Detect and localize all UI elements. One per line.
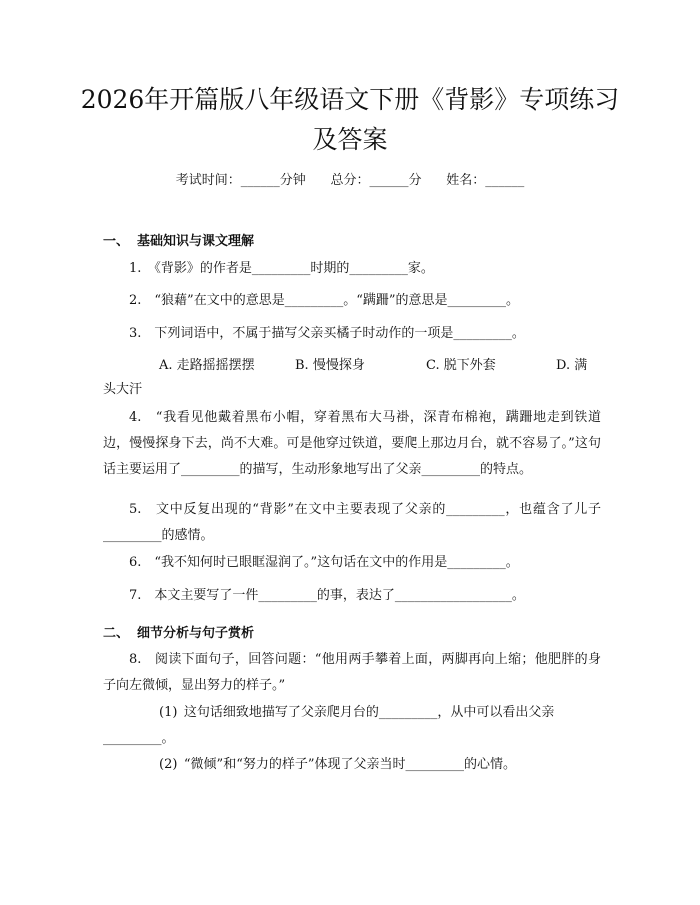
option-c: C. 脱下外套 (426, 358, 496, 373)
section-title: 基础知识与课文理解 (137, 234, 255, 249)
option-a: A. 走路摇摇摆摆 (159, 358, 255, 373)
section-heading-2 (103, 622, 254, 641)
question-1: 1. 《背影》的作者是_________时期的_________家。 (129, 261, 434, 276)
section-title: 细节分析与句子赏析 (137, 626, 255, 641)
section-number: 一、 (103, 234, 130, 249)
question-3: 3. 下列词语中，不属于描写父亲买橘子时动作的一项是_________。 (129, 326, 525, 341)
question-8-part-1: (1) 这句话细致地描写了父亲爬月台的_________，从中可以看出父亲_________。 (103, 705, 555, 746)
option-d: D. 满 (556, 358, 588, 373)
question-4: 4. “我看见他戴着黑布小帽，穿着黑布大马褂，深青布棉袍，蹒跚地走到铁道边，慢慢探身下去，尚不大难。可是他穿过铁道，要爬上那边月台，就不容易了。”这句话主要运用了_________的描写，生动形象地写出了父亲_________的特点。 (103, 410, 601, 477)
option-d-continuation (103, 377, 601, 403)
question-6: 6. “我不知何时已眼眶湿润了。”这句话在文中的作用是_________。 (129, 555, 519, 570)
option-d-tail: 头大汗 (103, 382, 143, 397)
question-5: 5. 文中反复出现的“背影”在文中主要表现了父亲的_________，也蕴含了儿子_________的感情。 (103, 502, 601, 543)
option-b: B. 慢慢探身 (295, 358, 365, 373)
section-heading-1 (103, 230, 254, 249)
section-number: 二、 (103, 626, 130, 641)
question-8-part-2: (2) “微倾”和“努力的样子”体现了父亲当时_________的心情。 (159, 757, 516, 772)
question-8: 8. 阅读下面句子，回答问题：“他用两手攀着上面，两脚再向上缩；他肥胖的身子向左微倾，显出努力的样子。” (103, 652, 601, 693)
exam-info-line: 考试时间：______分钟 总分：______分 姓名：______ (175, 173, 525, 188)
question-7: 7. 本文主要写了一件_________的事，表达了__________________。 (129, 588, 525, 603)
page-title: 2026年开篇版八年级语文下册《背影》专项练习及答案 (80, 85, 620, 154)
question-2: 2. “狼藉”在文中的意思是_________。“蹒跚”的意思是_________。 (129, 293, 519, 308)
